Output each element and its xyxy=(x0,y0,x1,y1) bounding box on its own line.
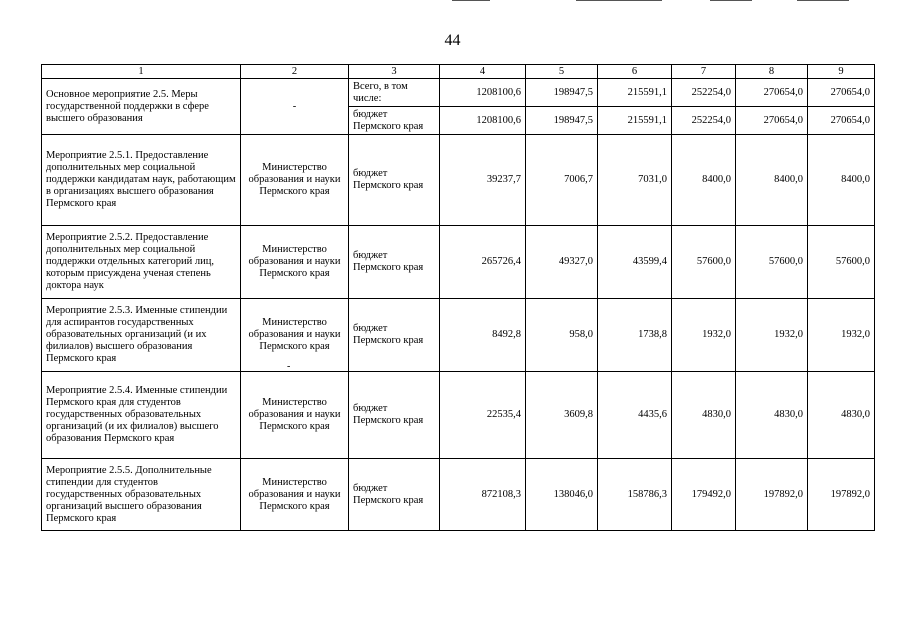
column-number: 1 xyxy=(42,65,241,79)
executor-cell: Министерство образования и науки Пермского края xyxy=(241,299,349,372)
executor-cell: Министерство образования и науки Пермского края xyxy=(241,135,349,226)
value-cell: 1208100,6 xyxy=(440,79,526,107)
value-cell: 4435,6 xyxy=(598,372,672,459)
column-number: 2 xyxy=(241,65,349,79)
column-number: 7 xyxy=(672,65,736,79)
value-cell: 872108,3 xyxy=(440,459,526,531)
column-number: 4 xyxy=(440,65,526,79)
table-row xyxy=(42,299,875,372)
value-cell: 198947,5 xyxy=(526,79,598,107)
budget-table xyxy=(41,64,875,531)
funding-source-cell: Всего, в том числе: xyxy=(349,79,440,107)
value-cell: 57600,0 xyxy=(736,226,808,299)
funding-source-cell: бюджет Пермского края xyxy=(349,226,440,299)
column-number: 5 xyxy=(526,65,598,79)
value-cell: 252254,0 xyxy=(672,107,736,135)
value-cell: 4830,0 xyxy=(672,372,736,459)
value-cell: 4830,0 xyxy=(736,372,808,459)
top-rule xyxy=(797,0,849,1)
executor-cell: - xyxy=(241,79,349,135)
table-row xyxy=(42,226,875,299)
value-cell: 3609,8 xyxy=(526,372,598,459)
table-row xyxy=(42,459,875,531)
table-row xyxy=(42,135,875,226)
value-cell: 7031,0 xyxy=(598,135,672,226)
value-cell: 197892,0 xyxy=(736,459,808,531)
value-cell: 270654,0 xyxy=(736,107,808,135)
value-cell: 22535,4 xyxy=(440,372,526,459)
funding-source-cell: бюджет Пермского края xyxy=(349,459,440,531)
column-number: 3 xyxy=(349,65,440,79)
top-rule xyxy=(710,0,752,1)
activity-name-cell: Мероприятие 2.5.1. Предоставление дополнительных мер социальной поддержки кандидатам наук, работающим в организациях высшего образования Пермского края xyxy=(42,135,241,226)
activity-name-cell: Мероприятие 2.5.4. Именные стипендии Пермского края для студентов государственных образовательных организаций (и их филиалов) высшего образования Пермского края xyxy=(42,372,241,459)
value-cell: 958,0 xyxy=(526,299,598,372)
activity-name-cell: Мероприятие 2.5.5. Дополнительные стипендии для студентов государственных образовательных организаций высшего образования Пермского края xyxy=(42,459,241,531)
executor-cell: Министерство образования и науки Пермского края xyxy=(241,226,349,299)
header-row xyxy=(42,65,875,79)
activity-name-cell: Мероприятие 2.5.3. Именные стипендии для аспирантов государственных образовательных организаций (и их филиалов) высшего образования Пермского края xyxy=(42,299,241,372)
value-cell: 158786,3 xyxy=(598,459,672,531)
value-cell: 57600,0 xyxy=(808,226,875,299)
page-number: 44 xyxy=(444,32,461,49)
activity-name-cell: Основное мероприятие 2.5. Меры государственной поддержки в сфере высшего образования xyxy=(42,79,241,135)
value-cell: 8400,0 xyxy=(672,135,736,226)
value-cell: 1932,0 xyxy=(736,299,808,372)
activity-name-cell: Мероприятие 2.5.2. Предоставление дополнительных мер социальной поддержки отдельных категорий лиц, которым присуждена ученая степень доктора наук xyxy=(42,226,241,299)
value-cell: 1738,8 xyxy=(598,299,672,372)
value-cell: 138046,0 xyxy=(526,459,598,531)
value-cell: 198947,5 xyxy=(526,107,598,135)
value-cell: 8400,0 xyxy=(736,135,808,226)
top-rule xyxy=(452,0,490,1)
value-cell: 270654,0 xyxy=(736,79,808,107)
value-cell: 57600,0 xyxy=(672,226,736,299)
top-rule xyxy=(576,0,662,1)
value-cell: 8400,0 xyxy=(808,135,875,226)
value-cell: 49327,0 xyxy=(526,226,598,299)
executor-cell: Министерство образования и науки Пермского края xyxy=(241,372,349,459)
column-number: 8 xyxy=(736,65,808,79)
value-cell: 4830,0 xyxy=(808,372,875,459)
value-cell: 39237,7 xyxy=(440,135,526,226)
value-cell: 1208100,6 xyxy=(440,107,526,135)
value-cell: 1932,0 xyxy=(808,299,875,372)
value-cell: 7006,7 xyxy=(526,135,598,226)
value-cell: 215591,1 xyxy=(598,79,672,107)
value-cell: 215591,1 xyxy=(598,107,672,135)
column-number: 9 xyxy=(808,65,875,79)
table-row xyxy=(42,79,875,107)
value-cell: 43599,4 xyxy=(598,226,672,299)
value-cell: 270654,0 xyxy=(808,79,875,107)
value-cell: 1932,0 xyxy=(672,299,736,372)
value-cell: 179492,0 xyxy=(672,459,736,531)
funding-source-cell: бюджет Пермского края xyxy=(349,135,440,226)
value-cell: 197892,0 xyxy=(808,459,875,531)
funding-source-cell: бюджет Пермского края xyxy=(349,372,440,459)
value-cell: 252254,0 xyxy=(672,79,736,107)
funding-source-cell: бюджет Пермского края xyxy=(349,299,440,372)
column-number: 6 xyxy=(598,65,672,79)
stray-mark: - xyxy=(287,361,291,372)
funding-source-cell: бюджет Пермского края xyxy=(349,107,440,135)
value-cell: 8492,8 xyxy=(440,299,526,372)
table-row xyxy=(42,372,875,459)
value-cell: 265726,4 xyxy=(440,226,526,299)
value-cell: 270654,0 xyxy=(808,107,875,135)
executor-cell: Министерство образования и науки Пермского края xyxy=(241,459,349,531)
